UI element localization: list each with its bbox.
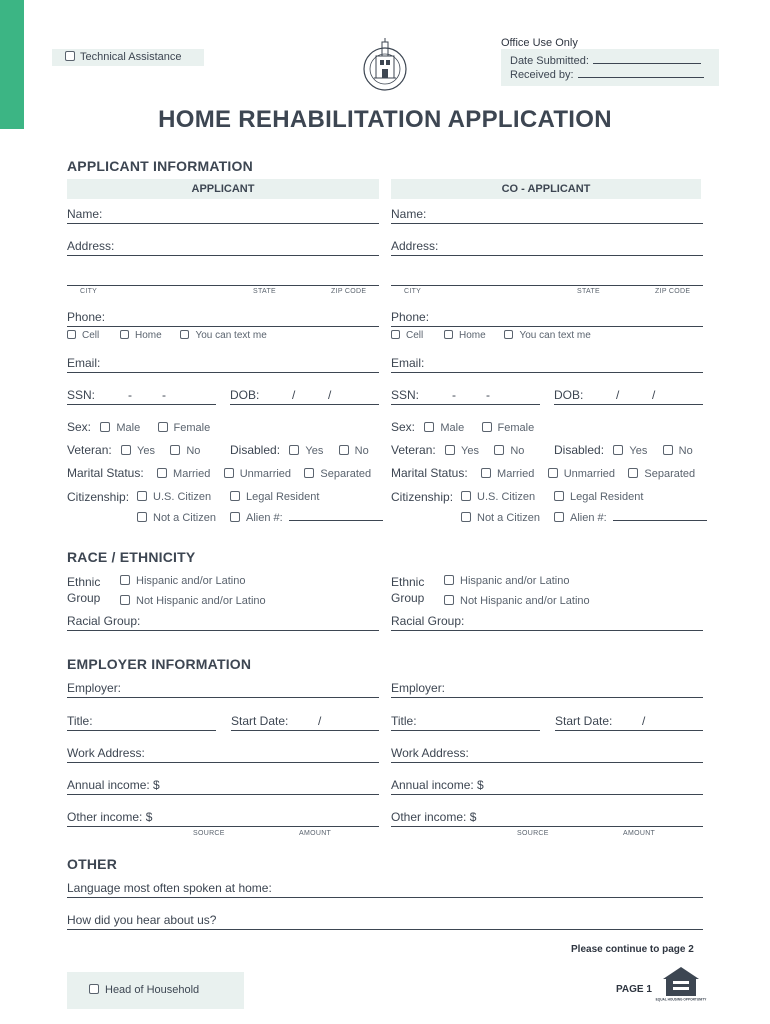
- veteran-no-option[interactable]: [170, 445, 200, 457]
- text-me-label: You can text me: [519, 330, 591, 341]
- legal-resident-label: Legal Resident: [570, 491, 644, 503]
- date-submitted-field[interactable]: [593, 54, 701, 64]
- applicant-address-line2[interactable]: [67, 285, 379, 286]
- ethnic-label: Ethnic: [67, 575, 101, 589]
- cell-label: Cell: [82, 330, 100, 341]
- checkbox-icon: [158, 422, 168, 432]
- checkbox-icon: [120, 595, 130, 605]
- female-label: Female: [497, 422, 535, 434]
- group-label: Group: [67, 591, 101, 605]
- checkbox-icon: [444, 330, 453, 339]
- checkbox-icon: [461, 491, 471, 501]
- head-of-household-checkbox[interactable]: [67, 972, 244, 1009]
- home-label: Home: [135, 330, 162, 341]
- no-label: No: [186, 445, 201, 457]
- checkbox-icon: [628, 468, 638, 478]
- coapplicant-column-header: CO - APPLICANT: [391, 179, 701, 199]
- disabled-label: Disabled:: [554, 443, 605, 457]
- ssn-dash: -: [162, 388, 166, 402]
- received-by-label: Received by:: [510, 69, 574, 81]
- work-address-label: Work Address:: [391, 746, 469, 760]
- coapplicant-employer-field[interactable]: [391, 681, 703, 698]
- date-submitted-label: Date Submitted:: [510, 55, 589, 67]
- coapplicant-work-address-field[interactable]: [391, 746, 703, 763]
- ssn-label: SSN:: [67, 388, 96, 402]
- email-label: Email:: [391, 356, 425, 370]
- zip-label: ZIP CODE: [655, 288, 691, 295]
- disabled-label: Disabled:: [230, 443, 281, 457]
- no-label: No: [510, 445, 525, 457]
- coapplicant-dob-field[interactable]: [554, 388, 703, 405]
- start-date-label: Start Date:: [231, 714, 289, 728]
- head-of-household-label: Head of Household: [105, 984, 200, 996]
- alien-option[interactable]: [554, 512, 707, 524]
- not-hispanic-label: Not Hispanic and/or Latino: [136, 595, 266, 607]
- separated-option[interactable]: [304, 468, 371, 480]
- not-citizen-option[interactable]: [461, 512, 540, 524]
- sex-label: Sex:: [391, 420, 416, 434]
- dob-slash: /: [616, 388, 620, 402]
- coapplicant-name-field[interactable]: [391, 207, 703, 224]
- cell-label: Cell: [406, 330, 424, 341]
- no-label: No: [678, 445, 693, 457]
- applicant-work-address-field[interactable]: [67, 746, 379, 763]
- coapplicant-email-field[interactable]: [391, 356, 703, 373]
- checkbox-icon: [304, 468, 314, 478]
- checkbox-icon: [444, 575, 454, 585]
- text-me-label: You can text me: [195, 330, 267, 341]
- disabled-row: [554, 443, 693, 457]
- checkbox-icon: [613, 445, 623, 455]
- coapplicant-address-field[interactable]: [391, 239, 703, 256]
- city-label: CITY: [404, 288, 422, 295]
- applicant-title-field[interactable]: [67, 714, 216, 731]
- marital-row: [67, 466, 371, 480]
- checkbox-icon: [444, 595, 454, 605]
- legal-resident-option[interactable]: [554, 491, 643, 503]
- checkbox-icon: [481, 468, 491, 478]
- married-option[interactable]: [157, 468, 210, 480]
- annual-income-label: Annual income: $: [67, 778, 160, 792]
- office-use-box: [501, 49, 719, 86]
- name-label: Name:: [67, 207, 103, 221]
- unmarried-option[interactable]: [548, 468, 615, 480]
- checkbox-icon: [663, 445, 673, 455]
- text-me-option[interactable]: [504, 330, 590, 341]
- other-income-label: Other income: $: [391, 810, 477, 824]
- applicant-employer-field[interactable]: [67, 681, 379, 698]
- checkbox-icon: [339, 445, 349, 455]
- checkbox-icon: [100, 422, 110, 432]
- phone-label: Phone:: [391, 310, 430, 324]
- legal-resident-label: Legal Resident: [246, 491, 320, 503]
- disabled-yes-option[interactable]: [289, 445, 323, 457]
- us-citizen-label: U.S. Citizen: [153, 491, 212, 503]
- other-heading: OTHER: [67, 856, 117, 872]
- male-label: Male: [440, 422, 465, 434]
- checkbox-icon: [445, 445, 455, 455]
- dob-label: DOB:: [230, 388, 260, 402]
- checkbox-icon: [230, 491, 240, 501]
- checkbox-icon: [289, 445, 299, 455]
- text-me-option[interactable]: [180, 330, 266, 341]
- not-citizen-option[interactable]: [137, 512, 216, 524]
- language-field[interactable]: [67, 881, 703, 898]
- coapplicant-phone-field[interactable]: [391, 310, 703, 327]
- yes-label: Yes: [137, 445, 155, 457]
- us-citizen-option[interactable]: [461, 491, 535, 503]
- veteran-row: [391, 443, 524, 457]
- checkbox-icon: [391, 330, 400, 339]
- ssn-dash: -: [486, 388, 490, 402]
- continue-note: Please continue to page 2: [571, 944, 694, 955]
- applicant-annual-income-field[interactable]: [67, 778, 379, 795]
- amount-label: AMOUNT: [623, 830, 656, 837]
- checkbox-icon: [170, 445, 180, 455]
- ethnic-group-label: [391, 574, 424, 606]
- dob-slash: /: [292, 388, 296, 402]
- veteran-yes-option[interactable]: [445, 445, 479, 457]
- dob-slash: /: [328, 388, 332, 402]
- racial-group-label: Racial Group:: [391, 614, 465, 628]
- group-label: Group: [391, 591, 425, 605]
- work-address-label: Work Address:: [67, 746, 145, 760]
- source-label: SOURCE: [517, 830, 549, 837]
- dob-label: DOB:: [554, 388, 584, 402]
- title-label: Title:: [391, 714, 417, 728]
- checkbox-icon: [554, 491, 564, 501]
- employer-label: Employer:: [67, 681, 122, 695]
- applicant-column: [67, 179, 379, 199]
- ssn-label: SSN:: [391, 388, 420, 402]
- applicant-racial-group-field[interactable]: [67, 614, 379, 631]
- citizenship-row: [67, 490, 129, 504]
- unmarried-label: Unmarried: [563, 468, 616, 480]
- checkbox-icon: [504, 330, 513, 339]
- date-slash: /: [318, 714, 322, 728]
- yes-label: Yes: [629, 445, 648, 457]
- unmarried-label: Unmarried: [239, 468, 292, 480]
- veteran-yes-option[interactable]: [121, 445, 155, 457]
- start-date-label: Start Date:: [555, 714, 613, 728]
- hear-about-label: How did you hear about us?: [67, 913, 217, 927]
- hispanic-option[interactable]: [444, 575, 569, 587]
- coapplicant-address-line2[interactable]: [391, 285, 703, 286]
- address-label: Address:: [391, 239, 439, 253]
- citizenship-row: [391, 490, 453, 504]
- alien-option[interactable]: [230, 512, 383, 524]
- checkbox-icon: [548, 468, 558, 478]
- checkbox-icon: [482, 422, 492, 432]
- hispanic-label: Hispanic and/or Latino: [460, 575, 570, 587]
- language-label: Language most often spoken at home:: [67, 881, 272, 895]
- alien-label: Alien #:: [246, 512, 283, 524]
- applicant-other-income-field[interactable]: [67, 810, 379, 827]
- veteran-label: Veteran:: [67, 443, 112, 457]
- marital-label: Marital Status:: [391, 466, 468, 480]
- applicant-name-field[interactable]: [67, 207, 379, 224]
- applicant-start-date-field[interactable]: [231, 714, 379, 731]
- coapplicant-other-income-field[interactable]: [391, 810, 703, 827]
- applicant-info-heading: APPLICANT INFORMATION: [67, 158, 253, 174]
- applicant-column-header: APPLICANT: [67, 179, 379, 199]
- separated-label: Separated: [320, 468, 372, 480]
- checkbox-icon: [157, 468, 167, 478]
- checkbox-icon: [461, 512, 471, 522]
- alien-number-field[interactable]: [613, 512, 707, 521]
- veteran-no-option[interactable]: [494, 445, 524, 457]
- coapplicant-column: [391, 179, 703, 199]
- coapplicant-racial-group-field[interactable]: [391, 614, 703, 631]
- not-hispanic-option[interactable]: [120, 595, 266, 607]
- email-label: Email:: [67, 356, 101, 370]
- received-by-field[interactable]: [578, 68, 704, 78]
- home-option[interactable]: [120, 330, 162, 341]
- not-hispanic-option[interactable]: [444, 595, 590, 607]
- state-label: STATE: [577, 288, 601, 295]
- unmarried-option[interactable]: [224, 468, 291, 480]
- state-label: STATE: [253, 288, 277, 295]
- married-label: Married: [173, 468, 211, 480]
- title-label: Title:: [67, 714, 93, 728]
- checkbox-icon: [89, 984, 99, 994]
- applicant-phone-type-options: [67, 330, 267, 341]
- disabled-no-option[interactable]: [663, 445, 693, 457]
- name-label: Name:: [391, 207, 427, 221]
- veteran-row: [67, 443, 200, 457]
- applicant-phone-field[interactable]: [67, 310, 379, 327]
- married-option[interactable]: [481, 468, 534, 480]
- office-use-title: Office Use Only: [501, 37, 578, 49]
- coapplicant-start-date-field[interactable]: [555, 714, 703, 731]
- no-label: No: [354, 445, 369, 457]
- applicant-ssn-field[interactable]: [67, 388, 216, 405]
- married-label: Married: [497, 468, 535, 480]
- coapplicant-annual-income-field[interactable]: [391, 778, 703, 795]
- cell-option[interactable]: [391, 330, 423, 341]
- us-citizen-option[interactable]: [137, 491, 211, 503]
- city-seal-logo: [361, 38, 409, 94]
- separated-option[interactable]: [628, 468, 695, 480]
- checkbox-icon: [424, 422, 434, 432]
- male-option[interactable]: [100, 422, 140, 434]
- racial-group-label: Racial Group:: [67, 614, 141, 628]
- disabled-row: [230, 443, 369, 457]
- checkbox-icon: [137, 512, 147, 522]
- cell-option[interactable]: [67, 330, 99, 341]
- race-ethnicity-heading: RACE / ETHNICITY: [67, 549, 196, 565]
- address-label: Address:: [67, 239, 115, 253]
- checkbox-icon: [554, 512, 564, 522]
- not-citizen-label: Not a Citizen: [477, 512, 540, 524]
- sex-row: [67, 420, 210, 434]
- male-option[interactable]: [424, 422, 464, 434]
- citizenship-label: Citizenship:: [391, 490, 454, 504]
- checkbox-icon: [494, 445, 504, 455]
- disabled-no-option[interactable]: [339, 445, 369, 457]
- us-citizen-label: U.S. Citizen: [477, 491, 536, 503]
- male-label: Male: [116, 422, 141, 434]
- alien-number-field[interactable]: [289, 512, 383, 521]
- dob-slash: /: [652, 388, 656, 402]
- equal-housing-icon: [655, 965, 707, 1005]
- checkbox-icon: [224, 468, 234, 478]
- ethnic-label: Ethnic: [391, 575, 425, 589]
- separated-label: Separated: [644, 468, 696, 480]
- technical-assistance-checkbox[interactable]: [52, 49, 204, 66]
- checkbox-icon: [65, 51, 75, 61]
- coapplicant-ssn-field[interactable]: [391, 388, 540, 405]
- ssn-dash: -: [452, 388, 456, 402]
- amount-label: AMOUNT: [299, 830, 332, 837]
- hispanic-label: Hispanic and/or Latino: [136, 575, 246, 587]
- applicant-address-field[interactable]: [67, 239, 379, 256]
- hispanic-option[interactable]: [120, 575, 245, 587]
- source-label: SOURCE: [193, 830, 225, 837]
- marital-row: [391, 466, 695, 480]
- citizenship-label: Citizenship:: [67, 490, 130, 504]
- date-slash: /: [642, 714, 646, 728]
- coapplicant-phone-type-options: [391, 330, 591, 341]
- female-option[interactable]: [482, 422, 535, 434]
- eho-text: EQUAL HOUSING OPPORTUNITY: [655, 997, 707, 1002]
- disabled-yes-option[interactable]: [613, 445, 647, 457]
- home-option[interactable]: [444, 330, 486, 341]
- checkbox-icon: [180, 330, 189, 339]
- female-option[interactable]: [158, 422, 211, 434]
- coapplicant-title-field[interactable]: [391, 714, 540, 731]
- ssn-dash: -: [128, 388, 132, 402]
- applicant-dob-field[interactable]: [230, 388, 379, 405]
- marital-label: Marital Status:: [67, 466, 144, 480]
- female-label: Female: [173, 422, 211, 434]
- not-hispanic-label: Not Hispanic and/or Latino: [460, 595, 590, 607]
- technical-assistance-label: Technical Assistance: [80, 51, 182, 63]
- ethnic-group-label: [67, 574, 100, 606]
- checkbox-icon: [120, 330, 129, 339]
- home-label: Home: [459, 330, 486, 341]
- checkbox-icon: [121, 445, 131, 455]
- sex-row: [391, 420, 534, 434]
- zip-label: ZIP CODE: [331, 288, 367, 295]
- sex-label: Sex:: [67, 420, 92, 434]
- employer-label: Employer:: [391, 681, 446, 695]
- not-citizen-label: Not a Citizen: [153, 512, 216, 524]
- legal-resident-option[interactable]: [230, 491, 319, 503]
- hear-about-field[interactable]: [67, 913, 703, 930]
- applicant-email-field[interactable]: [67, 356, 379, 373]
- yes-label: Yes: [461, 445, 479, 457]
- alien-label: Alien #:: [570, 512, 607, 524]
- checkbox-icon: [230, 512, 240, 522]
- yes-label: Yes: [305, 445, 324, 457]
- page-number: PAGE 1: [616, 984, 652, 995]
- checkbox-icon: [137, 491, 147, 501]
- phone-label: Phone:: [67, 310, 106, 324]
- city-label: CITY: [80, 288, 98, 295]
- other-income-label: Other income: $: [67, 810, 153, 824]
- annual-income-label: Annual income: $: [391, 778, 484, 792]
- page-title: HOME REHABILITATION APPLICATION: [158, 106, 612, 133]
- checkbox-icon: [67, 330, 76, 339]
- employer-info-heading: EMPLOYER INFORMATION: [67, 656, 252, 672]
- veteran-label: Veteran:: [391, 443, 436, 457]
- checkbox-icon: [120, 575, 130, 585]
